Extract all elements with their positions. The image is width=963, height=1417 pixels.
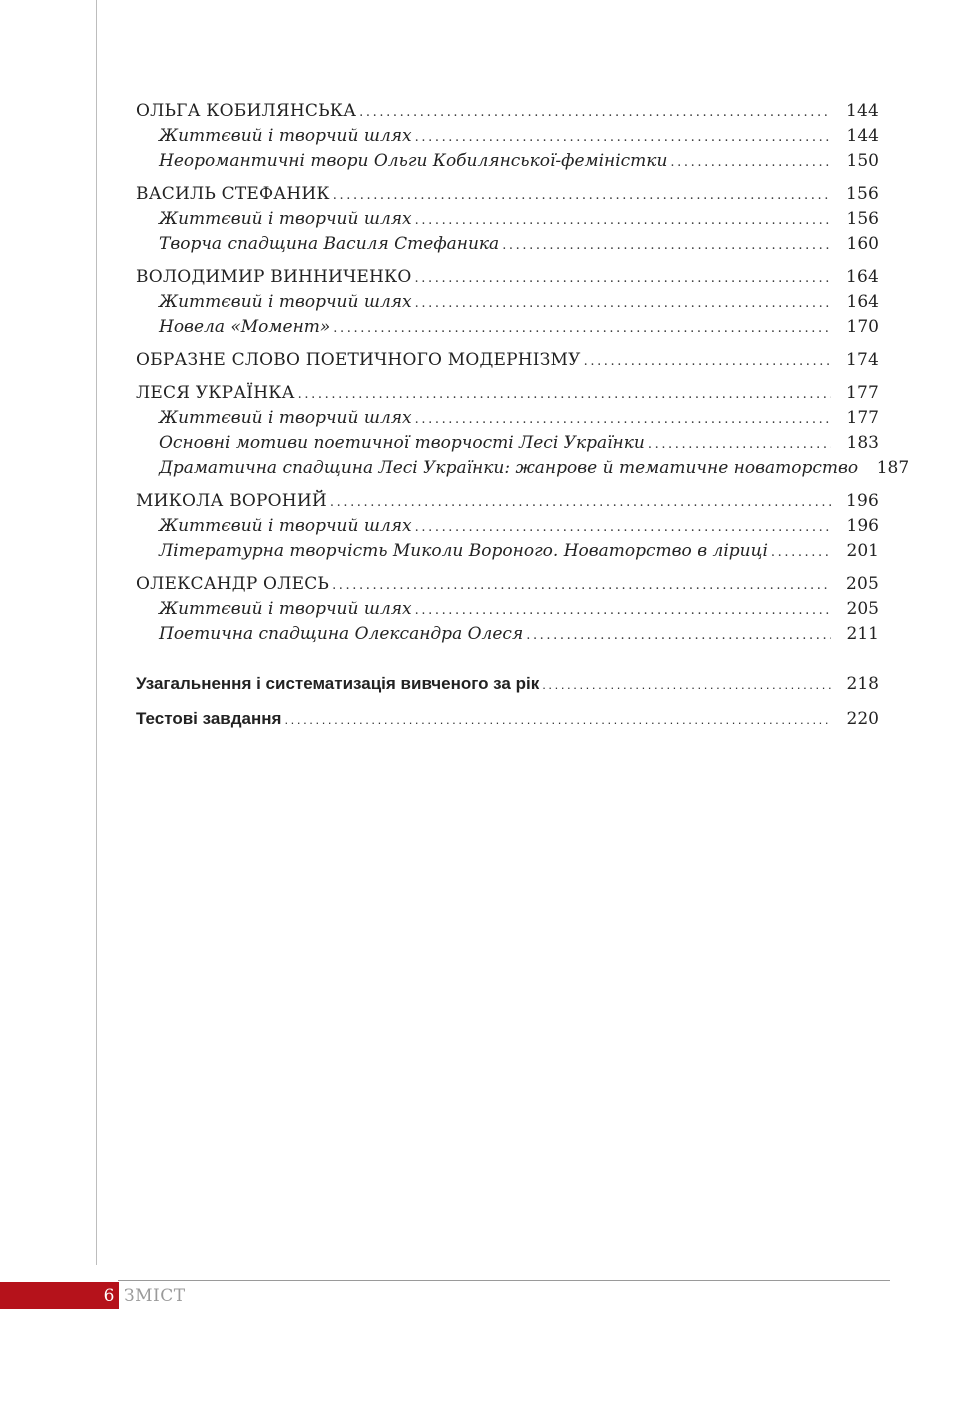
toc-entry-page: 196 xyxy=(846,516,879,536)
toc-leader-dots xyxy=(415,291,831,316)
toc-entry-page: 160 xyxy=(846,234,879,254)
toc-entry-section[interactable] xyxy=(136,456,910,481)
toc-entry-title: Творча спадщина Василя Стефаника xyxy=(159,234,500,254)
toc-entry-author[interactable] xyxy=(136,381,879,406)
toc-entry-title: Драматична спадщина Лесі Українки: жанрове й тематичне новаторство xyxy=(159,458,859,478)
toc-entry-title: ОБРАЗНЕ СЛОВО ПОЕТИЧНОГО МОДЕРНІЗМУ xyxy=(136,350,581,370)
toc-entry-title: Узагальнення і систематизація вивченого за рік xyxy=(136,674,540,693)
toc-entry-page: 150 xyxy=(846,151,879,171)
toc-entry-title: Неоромантичні твори Ольги Кобилянської-феміністки xyxy=(159,151,668,171)
toc-entry-page: 218 xyxy=(846,674,879,694)
toc-leader-dots xyxy=(526,623,831,648)
toc-leader-dots xyxy=(584,349,831,374)
page-number: 6 xyxy=(103,1286,115,1306)
toc-entry-title: Тестові завдання xyxy=(136,709,282,728)
toc-entry-title: ОЛЬГА КОБИЛЯНСЬКА xyxy=(136,101,357,121)
toc-entry-title: Життєвий і творчий шлях xyxy=(159,126,412,146)
toc-leader-dots xyxy=(542,672,831,697)
toc-entry-author[interactable] xyxy=(136,489,879,514)
toc-entry-page: 164 xyxy=(845,267,879,287)
toc-entry-section[interactable] xyxy=(136,207,879,232)
toc-entry-title: Життєвий і творчий шлях xyxy=(159,292,412,312)
page-margin-rule xyxy=(96,0,97,1265)
toc-entry-title: ОЛЕКСАНДР ОЛЕСЬ xyxy=(136,574,330,594)
toc-leader-dots xyxy=(284,707,831,732)
toc-leader-dots xyxy=(648,432,831,457)
toc-entry-title: Основні мотиви поетичної творчості Лесі Українки xyxy=(159,433,645,453)
toc-entry-section[interactable] xyxy=(136,290,879,315)
toc-entry-author[interactable] xyxy=(136,182,879,207)
toc-entry-page: 177 xyxy=(846,408,879,428)
toc-entry-section[interactable] xyxy=(136,315,879,340)
toc-entry-page: 174 xyxy=(845,350,879,370)
toc-entry-page: 144 xyxy=(846,126,879,146)
toc-entry-page: 211 xyxy=(846,624,879,644)
toc-leader-dots xyxy=(670,150,831,175)
toc-leader-dots xyxy=(502,233,831,258)
toc-leader-dots xyxy=(415,266,831,291)
toc-entry-section[interactable] xyxy=(136,539,879,564)
toc-entry-section[interactable] xyxy=(136,622,879,647)
toc-entry-page: 220 xyxy=(846,709,879,729)
toc-entry-title: ВОЛОДИМИР ВИННИЧЕНКО xyxy=(136,267,412,287)
toc-entry-title: Життєвий і творчий шлях xyxy=(159,516,412,536)
toc-leader-dots xyxy=(333,183,831,208)
toc-entry-section[interactable] xyxy=(136,232,879,257)
toc-entry-section[interactable] xyxy=(136,149,879,174)
table-of-contents xyxy=(136,99,910,731)
toc-leader-dots xyxy=(332,573,831,598)
toc-entry-title: Новела «Момент» xyxy=(159,317,331,337)
toc-leader-dots xyxy=(771,540,831,565)
toc-entry-tests[interactable] xyxy=(136,706,879,731)
toc-entry-title: ВАСИЛЬ СТЕФАНИК xyxy=(136,184,330,204)
toc-leader-dots xyxy=(415,598,831,623)
toc-entry-title: МИКОЛА ВОРОНИЙ xyxy=(136,491,327,511)
section-label: ЗМІСТ xyxy=(124,1286,186,1306)
toc-entry-page: 205 xyxy=(845,574,879,594)
toc-entry-title: Літературна творчість Миколи Вороного. Новаторство в ліриці xyxy=(159,541,768,561)
toc-entry-page: 187 xyxy=(876,458,910,478)
toc-entry-page: 177 xyxy=(845,383,879,403)
toc-entry-page: 201 xyxy=(846,541,879,561)
toc-entry-author[interactable] xyxy=(136,99,879,124)
toc-entry-section[interactable] xyxy=(136,597,879,622)
toc-entry-title: Життєвий і творчий шлях xyxy=(159,599,412,619)
toc-entry-page: 205 xyxy=(846,599,879,619)
toc-leader-dots xyxy=(415,208,831,233)
toc-entry-page: 144 xyxy=(845,101,879,121)
toc-leader-dots xyxy=(415,407,831,432)
toc-entry-page: 164 xyxy=(846,292,879,312)
toc-leader-dots xyxy=(333,316,831,341)
toc-entry-section[interactable] xyxy=(136,124,879,149)
toc-leader-dots xyxy=(298,382,831,407)
toc-entry-title: Поетична спадщина Олександра Олеся xyxy=(159,624,524,644)
toc-entry-chapter[interactable] xyxy=(136,348,879,373)
toc-entry-page: 156 xyxy=(845,184,879,204)
toc-leader-dots xyxy=(359,100,831,125)
toc-entry-page: 170 xyxy=(846,317,879,337)
toc-entry-summary[interactable] xyxy=(136,671,879,696)
toc-entry-title: ЛЕСЯ УКРАЇНКА xyxy=(136,383,295,403)
toc-entry-page: 156 xyxy=(846,209,879,229)
footer-divider xyxy=(118,1280,890,1281)
toc-entry-author[interactable] xyxy=(136,572,879,597)
toc-entry-page: 196 xyxy=(845,491,879,511)
toc-entry-section[interactable] xyxy=(136,514,879,539)
toc-entry-section[interactable] xyxy=(136,406,879,431)
toc-leader-dots xyxy=(330,490,831,515)
toc-entry-title: Життєвий і творчий шлях xyxy=(159,408,412,428)
toc-leader-dots xyxy=(415,515,831,540)
toc-entry-section[interactable] xyxy=(136,431,879,456)
toc-entry-author[interactable] xyxy=(136,265,879,290)
toc-leader-dots xyxy=(415,125,831,150)
toc-entry-title: Життєвий і творчий шлях xyxy=(159,209,412,229)
toc-entry-page: 183 xyxy=(846,433,879,453)
